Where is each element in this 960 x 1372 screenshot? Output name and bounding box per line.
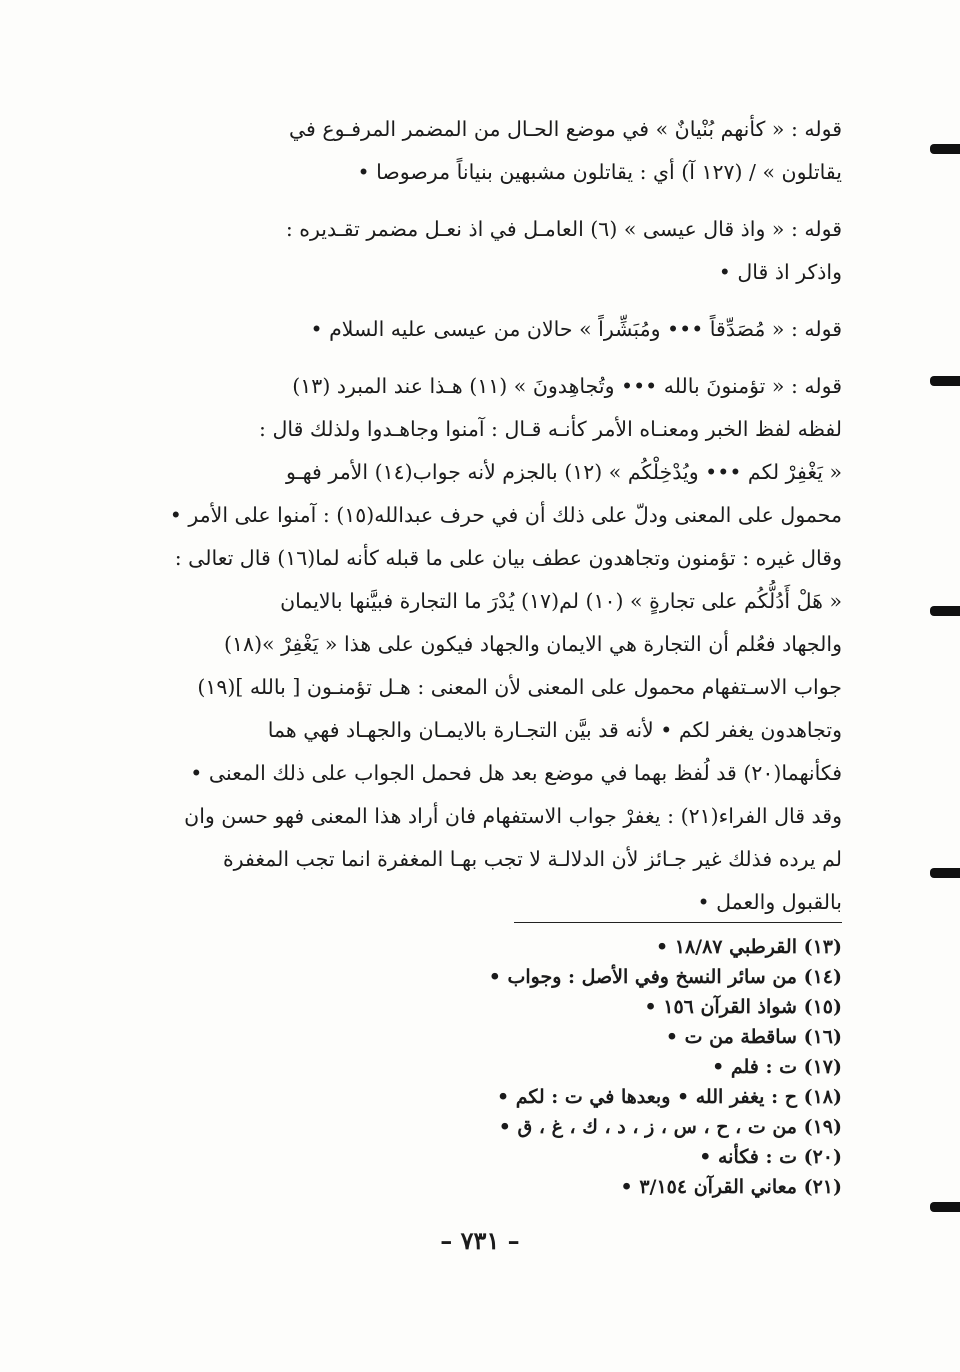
scan-edge-mark (930, 376, 960, 386)
text-line: واذكر اذ قال • (718, 260, 842, 284)
text-line: بالقبول والعمل • (697, 890, 842, 914)
text-line: قوله : « تؤمنونَ بالله ••• وتُجاهِدونَ » (١١) هـذا عند المبرد (١٣) (292, 374, 842, 398)
main-text (130, 108, 842, 924)
footnote-item: (١٥) شواذ القرآن ١٥٦ • (644, 996, 842, 1018)
text-line: « يَغْفِرْ لكم ••• ويُدْخِلْكُم » (١٢) بالجزم لأنه جواب(١٤) الأمر فهـو (286, 460, 842, 484)
text-line: قوله : « كأنهم بُنْيانٌ » في موضع الحـال من المضمر المرفـوع في (288, 117, 842, 141)
scan-edge-mark (930, 144, 960, 154)
footnote-item: (١٨) ح : يغفر الله • وبعدها في ت : لكم • (497, 1086, 842, 1108)
scan-edge-mark (930, 868, 960, 878)
text-line: « هَلْ أَدُلُّكُم على تجارةٍ » (١٠) لم(١٧) يُدْرَ ما التجارة فبيَّنها بالايمان (280, 589, 842, 613)
footnote-item: (١٧) ت : فلم • (712, 1056, 842, 1078)
footnotes (282, 932, 842, 1202)
text-line: والجهاد فعُلم أن التجارة هي الايمان والجهاد فيكون على هذا « يَغْفِرْ »(١٨) (224, 632, 842, 656)
paragraph-musaddiqan (130, 308, 842, 351)
text-line: لفظه لفظ الخبر ومعنـاه الأمر كأنـه قـال : آمنوا وجاهـدوا ولذلك قال : (259, 417, 842, 441)
footnote-item: (٢٠) ت : فكأنه • (699, 1146, 842, 1168)
scan-edge-mark (930, 1202, 960, 1212)
paragraph-isa (130, 208, 842, 294)
footnote-item: (١٤) من سائر النسخ وفي الأصل : وجواب • (488, 966, 842, 988)
footnote-item: (١٣) القرطبي ١٨/٨٧ • (655, 936, 842, 958)
text-line: فكأنهما(٢٠) قد لُفظ بهما في موضع بعد هل فحمل الجواب على ذلك المعنى • (190, 761, 842, 785)
text-line: قوله : « مُصَدِّقاً ••• ومُبَشِّراً » حالان من عيسى عليه السلام • (310, 317, 842, 341)
text-line: يقاتلون » / (١٢٧ آ) أي : يقاتلون مشبهين بنياناً مرصوصا • (357, 160, 842, 184)
text-line: وتجاهدون يغفر لكم • لأنه قد بيَّن التجـارة بالايمـان والجهـاد فهي هما (267, 718, 842, 742)
text-line: لم يرده فذلك غير جـائز لأن الدلالـة لا تجب بهـا المغفرة انما تجب المغفرة (222, 847, 842, 871)
text-line: قوله : « واذ قال عيسى » (٦) العامـل في اذ نعـل مضمر تقـديره : (285, 217, 842, 241)
paragraph-tuminun (130, 365, 842, 924)
paragraph-bunyan (130, 108, 842, 194)
text-line: جواب الاسـتفهام محمول على المعنى لأن المعنى : هـل تؤمنـون [ بالله ](١٩) (197, 675, 842, 699)
text-line: وقال غيره : تؤمنون وتجاهدون عطف بيان على ما قبله كأنه لما(١٦) قال تعالى : (174, 546, 842, 570)
footnote-item: (١٩) من ت ، ح ، س ، ز ، د ، ك ، غ ، ق • (498, 1116, 842, 1138)
text-line: وقد قال الفراء(٢١) : يغفرْ جواب الاستفهام فان أراد هذا المعنى فهو حسن وان (184, 804, 842, 828)
scan-edge-mark (930, 606, 960, 616)
footnote-divider (514, 922, 842, 923)
footnote-item: (١٦) ساقطة من ت • (665, 1026, 842, 1048)
footnote-item: (٢١) معاني القرآن ٣/١٥٤ • (620, 1176, 842, 1198)
page-number: – ٧٣١ – (440, 1226, 520, 1255)
text-line: محمول على المعنى ودلّ على ذلك أن في حرف عبدالله(١٥) : آمنوا على الأمر • (169, 503, 842, 527)
